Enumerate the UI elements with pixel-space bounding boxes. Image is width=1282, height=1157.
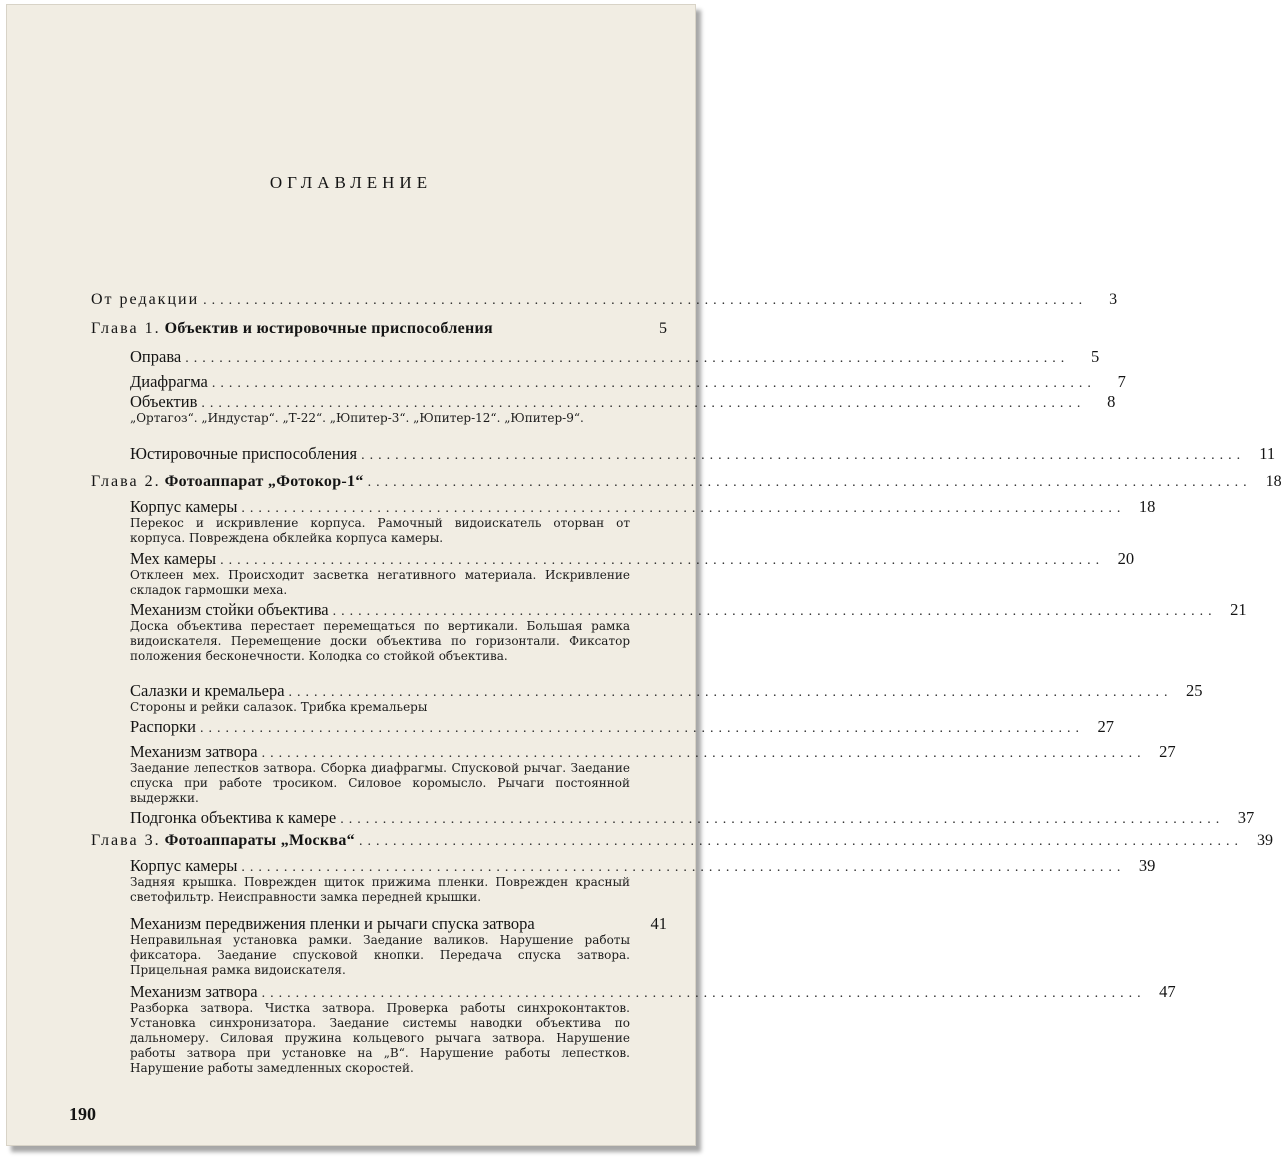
chapter-prefix: Глава 2. xyxy=(91,473,161,490)
toc-entry[interactable] xyxy=(130,444,1276,465)
toc-entry-page: 11 xyxy=(1259,444,1276,463)
toc-entry-page: 5 xyxy=(1090,347,1100,366)
toc-entry[interactable] xyxy=(130,497,1156,518)
toc-entry-page: 7 xyxy=(1117,372,1126,391)
toc-entry-page: 39 xyxy=(1256,832,1273,849)
leader-dots: ........................................................................................................ xyxy=(220,553,1105,568)
toc-entry-label: Механизм затвора xyxy=(130,742,258,761)
toc-entry-label: Механизм стойки объектива xyxy=(130,600,329,619)
leader-dots: ........................................................................................................ xyxy=(332,604,1217,619)
chapter-prefix: Глава 1. xyxy=(91,320,161,337)
toc-entry[interactable] xyxy=(130,717,1114,738)
toc-entry-page: 27 xyxy=(1159,742,1176,761)
leader-dots: ........................................................................................................ xyxy=(261,746,1146,761)
toc-entry-page: 47 xyxy=(1159,982,1176,1001)
toc-entry[interactable] xyxy=(130,915,667,933)
toc-entry[interactable] xyxy=(130,742,1176,763)
toc-entry-description: Доска объектива перестает перемещаться по вертикали. Большая рамка видоискателя. Перемещение доски объектива по горизонтали. Фиксатор положения бесконечности. Колодка со стойкой объектива. xyxy=(130,619,630,663)
toc-entry-page: 18 xyxy=(1265,473,1282,490)
toc-entry-label: Механизм затвора xyxy=(130,982,258,1001)
toc-entry-label: Оправа xyxy=(130,347,182,366)
leader-dots: ........................................................................................................ xyxy=(241,501,1126,516)
toc-entry-description: Перекос и искривление корпуса. Рамочный видоискатель оторван от корпуса. Повреждена обклейка корпуса камеры. xyxy=(130,516,630,545)
toc-entry[interactable] xyxy=(130,600,1247,621)
leader-dots: ........................................................................................................ xyxy=(185,351,1070,366)
toc-entry-description: Задняя крышка. Поврежден щиток прижима пленки. Поврежден красный светофильтр. Неисправности замка передней крышки. xyxy=(130,875,630,904)
toc-entry-description: Заедание лепестков затвора. Сборка диафрагмы. Спусковой рычаг. Заедание спуска при работе тросиком. Силовое коромысло. Рычаги постоянной выдержки. xyxy=(130,761,630,805)
toc-entry-label: Диафрагма xyxy=(130,372,208,391)
toc-entry-description: Отклеен мех. Происходит засветка негативного материала. Искривление складок гармошки меха. xyxy=(130,568,630,597)
toc-entry-page: 18 xyxy=(1138,497,1156,516)
toc-entry-label: Салазки и кремальера xyxy=(130,681,285,700)
leader-dots: ........................................................................................................ xyxy=(201,396,1086,411)
chapter-title: Фотоаппараты „Москва“ xyxy=(164,832,355,849)
leader-dots: ........................................................................................................ xyxy=(340,812,1225,827)
toc-entry-description: Разборка затвора. Чистка затвора. Проверка работы синхроконтактов. Установка синхронизатора. Заедание системы наводки объектива по дальномеру. Силовая пружина кольцевого рычага затвора. Нарушение работы затвора при установке на „В“. Нарушение работы лепестков. Нарушение работы замедленных скоростей. xyxy=(130,1001,630,1075)
leader-dots: ........................................................................................................ xyxy=(241,860,1126,875)
toc-entry-label: Корпус камеры xyxy=(130,497,238,516)
toc-entry-page: 41 xyxy=(650,914,667,933)
toc-entry-page: 25 xyxy=(1186,681,1203,700)
leader-dots: ........................................................................................................ xyxy=(361,448,1246,463)
toc-entry[interactable] xyxy=(130,392,1116,413)
toc-entry[interactable] xyxy=(130,808,1255,829)
leader-dots: ........................................................................................................ xyxy=(367,475,1252,490)
page-number: 190 xyxy=(69,1104,96,1124)
leader-dots: ........................................................................................................ xyxy=(200,721,1084,736)
toc-entry-page: 3 xyxy=(1109,291,1118,308)
toc-entry-label: Юстировочные приспособления xyxy=(130,444,358,463)
toc-entry-description: Неправильная установка рамки. Заедание валиков. Нарушение работы фиксатора. Заедание спусковой кнопки. Передача спуска затвора. Прицельная рамка видоискателя. xyxy=(130,933,630,977)
toc-entry-label: Объектив xyxy=(130,392,198,411)
chapter-title: Объектив и юстировочные приспособления xyxy=(164,320,494,337)
toc-entry-page: 27 xyxy=(1097,717,1114,736)
leader-dots: ........................................................................................................ xyxy=(203,293,1088,308)
toc-entry[interactable] xyxy=(130,372,1126,393)
leader-dots: ........................................................................................................ xyxy=(211,376,1096,391)
toc-entry[interactable] xyxy=(130,982,1176,1003)
toc-entry[interactable] xyxy=(130,549,1135,570)
toc-entry[interactable] xyxy=(130,681,1203,702)
leader-dots: ........................................................................................................ xyxy=(288,685,1173,700)
toc-entry-page: 39 xyxy=(1138,856,1156,875)
toc-entry-label: Мех камеры xyxy=(130,549,217,568)
toc-entry-description: „Ортагоз“. „Индустар“. „Т-22“. „Юпитер-3“. „Юпитер-12“. „Юпитер-9“. xyxy=(130,411,584,425)
toc-entry-label: Корпус камеры xyxy=(130,856,238,875)
toc-entry[interactable] xyxy=(91,291,1118,310)
page-title: ОГЛАВЛЕНИЕ xyxy=(269,173,433,192)
leader-dots: ........................................................................................................ xyxy=(261,986,1146,1001)
toc-entry-page: 5 xyxy=(659,320,667,337)
toc-chapter-3[interactable] xyxy=(91,832,1273,851)
toc-chapter-2[interactable] xyxy=(91,473,1282,492)
toc-entry[interactable] xyxy=(130,347,1100,368)
toc-entry-label: Распорки xyxy=(130,717,196,736)
toc-entry-label: Подгонка объектива к камере xyxy=(130,808,337,827)
toc-entry-page: 20 xyxy=(1117,549,1135,568)
toc-chapter-1[interactable] xyxy=(91,320,667,338)
chapter-prefix: Глава 3. xyxy=(91,832,161,849)
toc-entry-page: 37 xyxy=(1237,808,1255,827)
table-of-contents xyxy=(7,5,1282,1145)
toc-entry-label: Механизм передвижения пленки и рычаги спуска затвора xyxy=(130,914,535,933)
leader-dots: ........................................................................................................ xyxy=(358,834,1243,849)
chapter-title: Фотоаппарат „Фотокор-1“ xyxy=(164,473,364,490)
book-page xyxy=(6,4,1282,1146)
toc-entry-page: 8 xyxy=(1107,392,1116,411)
toc-entry-description: Стороны и рейки салазок. Трибка кремальеры xyxy=(130,700,428,714)
toc-entry-page: 21 xyxy=(1230,600,1247,619)
toc-entry[interactable] xyxy=(130,856,1156,877)
toc-entry-label: От редакции xyxy=(91,291,200,308)
